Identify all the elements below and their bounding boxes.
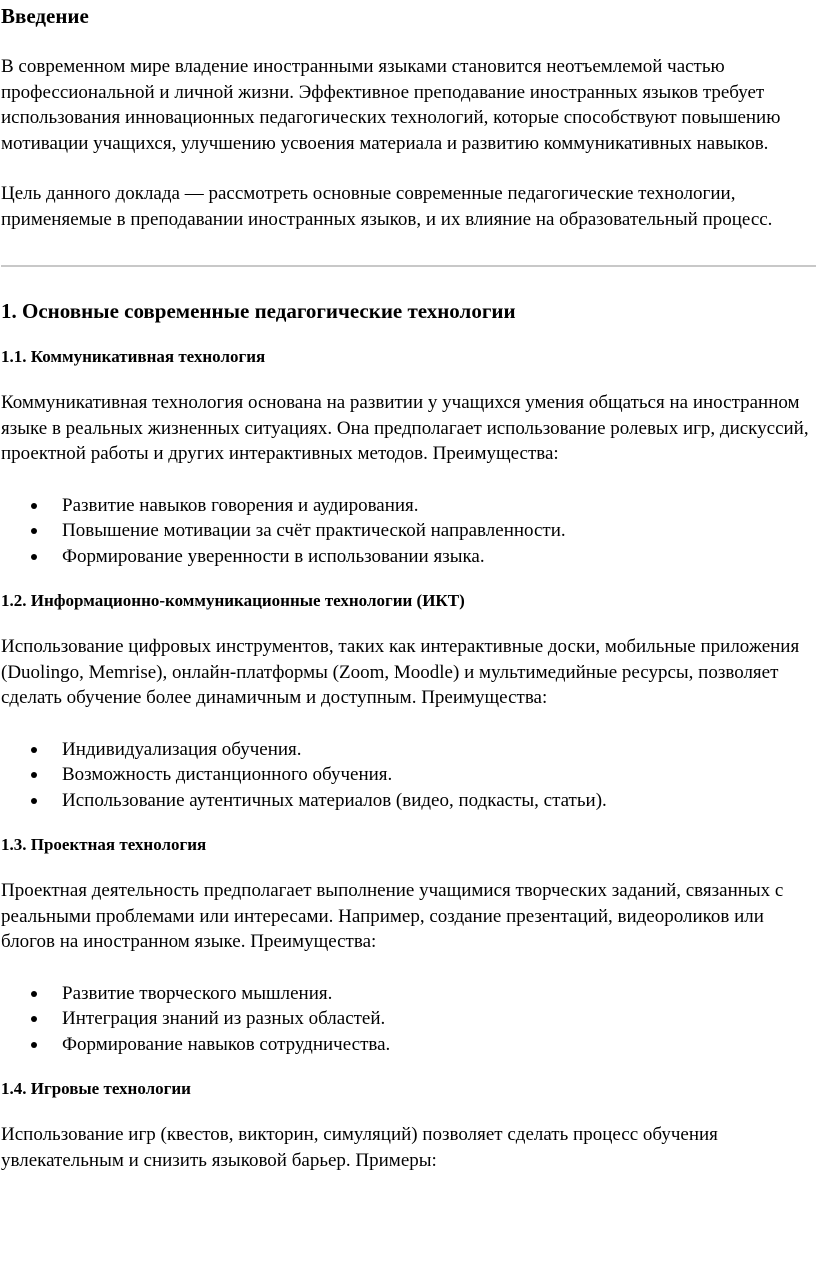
section-divider [1, 265, 816, 267]
bullet-icon [31, 772, 37, 778]
goal-paragraph: Цель данного доклада — рассмотреть основные современные педагогические технологии, применяемые в преподавании иностранных языков, и их влияние на образовательный процесс. [1, 183, 773, 230]
bullet-icon [31, 1016, 37, 1022]
bullet-icon [31, 991, 37, 997]
list-item-text: Формирование навыков сотрудничества. [62, 1033, 391, 1055]
list-item-text: Использование аутентичных материалов (видео, подкасты, статьи). [62, 789, 607, 811]
subsection-heading-ict: 1.2. Информационно-коммуникационные технологии (ИКТ) [1, 591, 465, 610]
subsection-heading-communicative: 1.1. Коммуникативная технология [1, 347, 266, 366]
list-item [1, 544, 816, 570]
subsection-text-ict: Использование цифровых инструментов, таких как интерактивные доски, мобильные приложения (Duolingo, Memrise), онлайн-платформы (Zoom, Moodle) и мультимедийные ресурсы, позволяет сделать обучение более динамичным и доступным. Преимущества: [1, 636, 800, 708]
list-item [1, 981, 816, 1007]
subsection-text-project: Проектная деятельность предполагает выполнение учащимися творческих заданий, связанных с реальными проблемами или интересами. Например, создание презентаций, видеороликов или блогов на иностранном языке. Преимущества: [1, 880, 784, 952]
bullet-icon [31, 798, 37, 804]
list-item-text: Интеграция знаний из разных областей. [62, 1008, 386, 1029]
list-item [1, 1032, 816, 1058]
list-item [1, 493, 816, 519]
subsection-text-communicative: Коммуникативная технология основана на развитии у учащихся умения общаться на иностранном языке в реальных жизненных ситуациях. Она предполагает использование ролевых игр, дискуссий, проектной работы и других интерактивных методов. Преимущества: [1, 392, 809, 464]
subsection-heading-project: 1.3. Проектная технология [1, 835, 207, 854]
advantages-list-ict [1, 737, 816, 814]
bullet-icon [31, 528, 37, 534]
list-item-text: Формирование уверенности в использовании языка. [62, 545, 485, 567]
subsection-text-games: Использование игр (квестов, викторин, симуляций) позволяет сделать процесс обучения увлекательным и снизить языковой барьер. Примеры: [1, 1124, 718, 1171]
list-item-text: Индивидуализация обучения. [62, 738, 302, 760]
list-item [1, 518, 816, 544]
bullet-icon [31, 554, 37, 560]
list-item-text: Развитие творческого мышления. [62, 982, 333, 1004]
bullet-icon [31, 503, 37, 509]
intro-heading: Введение [1, 4, 89, 28]
list-item [1, 1006, 816, 1032]
advantages-list-communicative [1, 493, 816, 570]
list-item-text: Повышение мотивации за счёт практической направленности. [62, 520, 566, 541]
subsection-heading-games: 1.4. Игровые технологии [1, 1079, 191, 1098]
list-item [1, 762, 816, 788]
list-item [1, 737, 816, 763]
intro-paragraph: В современном мире владение иностранными языками становится неотъемлемой частью профессиональной и личной жизни. Эффективное преподавание иностранных языков требует использования инновационных педагогических технологий, которые способствуют повышению мотивации учащихся, улучшению усвоения материала и развитию коммуникативных навыков. [1, 56, 781, 154]
bullet-icon [31, 1042, 37, 1048]
bullet-icon [31, 747, 37, 753]
list-item-text: Возможность дистанционного обучения. [62, 764, 393, 785]
list-item-text: Развитие навыков говорения и аудирования. [62, 494, 419, 516]
section-heading: 1. Основные современные педагогические технологии [1, 299, 516, 323]
list-item [1, 788, 816, 814]
advantages-list-project [1, 981, 816, 1058]
